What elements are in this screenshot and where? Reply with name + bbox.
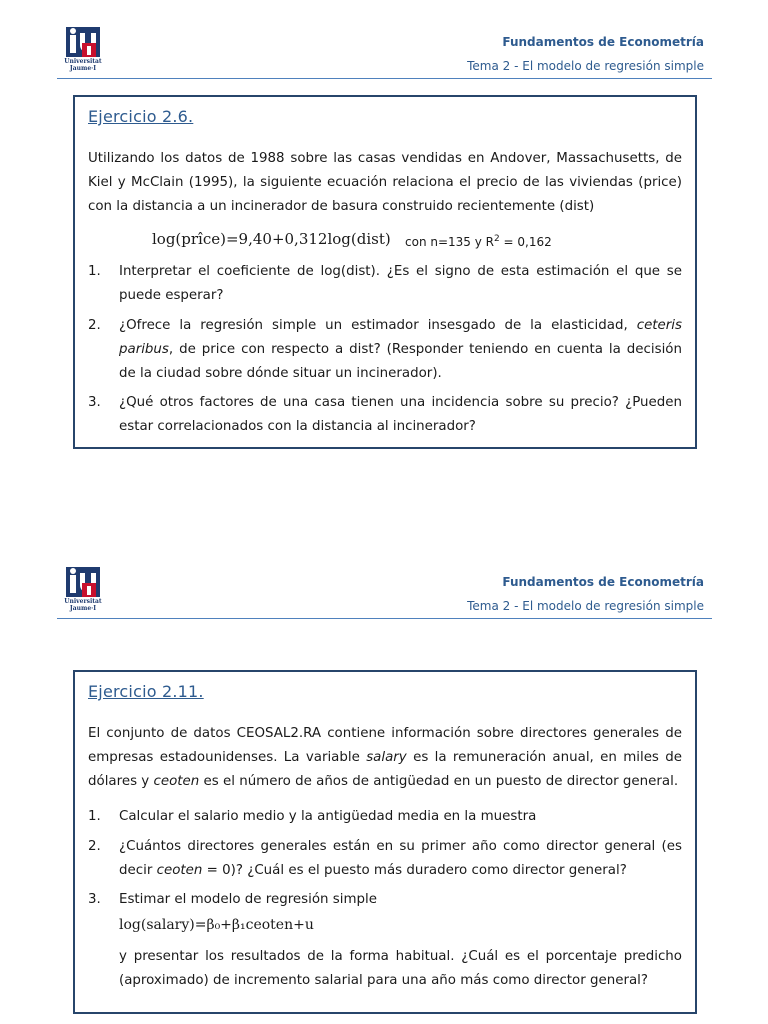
- list-item: [88, 314, 682, 386]
- exercise-followup: y presentar los resultados de la forma habitual. ¿Cuál es el porcentaje predicho (aproximado) de incremento salarial para una año más como director general?: [119, 949, 682, 988]
- university-logo: [57, 565, 109, 619]
- list-item: [88, 260, 682, 308]
- university-logo-icon: [66, 565, 100, 599]
- university-logo: [57, 25, 109, 79]
- list-item: [88, 805, 682, 829]
- header-divider: [57, 618, 712, 619]
- regression-equation: log(prîce)=9,40+0,312log(dist): [152, 230, 391, 248]
- university-logo-icon: [66, 25, 100, 59]
- exercise-intro: Utilizando los datos de 1988 sobre las casas vendidas en Andover, Massachusetts, de Kiel y McClain (1995), la siguiente ecuación relaciona el precio de las viviendas (price) con la distancia a un incinerador de basura construido recientemente (dist): [88, 151, 682, 214]
- list-item-number: 1.: [88, 264, 101, 279]
- page-2: [0, 540, 768, 1024]
- list-item-number: 3.: [88, 395, 101, 410]
- logo-text-line1: Universitat: [64, 598, 102, 605]
- list-item-text: Estimar el modelo de regresión simple: [119, 892, 378, 907]
- regression-equation: log(salary)=β₀+β₁ceoten+u: [119, 917, 314, 933]
- topic-title: Tema 2 - El modelo de regresión simple: [467, 599, 704, 613]
- topic-title: Tema 2 - El modelo de regresión simple: [467, 59, 704, 73]
- header-divider: [57, 78, 712, 79]
- exercise-intro: El conjunto de datos CEOSAL2.RA contiene información sobre directores generales de empresas estadounidenses. La variable salary es la remuneración anual, en miles de dólares y ceoten es el número de años de antigüedad en un puesto de director general.: [88, 726, 682, 789]
- list-item-number: 2.: [88, 318, 101, 333]
- logo-text-line2: Jaume·I: [69, 605, 97, 612]
- list-item: [88, 391, 682, 439]
- list-item: [88, 888, 682, 912]
- logo-text-line2: Jaume·I: [69, 65, 97, 72]
- list-item-text: ¿Cuántos directores generales están en su primer año como director general (es decir ceoten = 0)? ¿Cuál es el puesto más duradero como director general?: [119, 839, 682, 878]
- list-item-number: 3.: [88, 892, 101, 907]
- exercise-title: Ejercicio 2.11.: [88, 682, 204, 701]
- course-title: Fundamentos de Econometría: [502, 575, 704, 589]
- exercise-title: Ejercicio 2.6.: [88, 107, 194, 126]
- list-item-text: Calcular el salario medio y la antigüedad media en la muestra: [119, 809, 537, 824]
- logo-text-line1: Universitat: [64, 58, 102, 65]
- list-item-text: ¿Qué otros factores de una casa tienen una incidencia sobre su precio? ¿Pueden estar correlacionados con la distancia al incinerador?: [119, 395, 682, 434]
- course-title: Fundamentos de Econometría: [502, 35, 704, 49]
- list-item-number: 1.: [88, 809, 101, 824]
- equation-stats: con n=135 y $R^2 = 0,162$: [405, 234, 552, 249]
- list-item: [88, 835, 682, 883]
- list-item-text: ¿Ofrece la regresión simple un estimador insesgado de la elasticidad, ceteris paribus, de price con respecto a dist? (Responder teniendo en cuenta la decisión de la ciudad sobre dónde situar un incinerador).: [119, 318, 682, 381]
- exercise-box: [73, 670, 697, 1014]
- list-item-text: Interpretar el coeficiente de log(dist). ¿Es el signo de esta estimación el que se puede esperar?: [119, 264, 682, 303]
- list-item-number: 2.: [88, 839, 101, 854]
- exercise-box: [73, 95, 697, 449]
